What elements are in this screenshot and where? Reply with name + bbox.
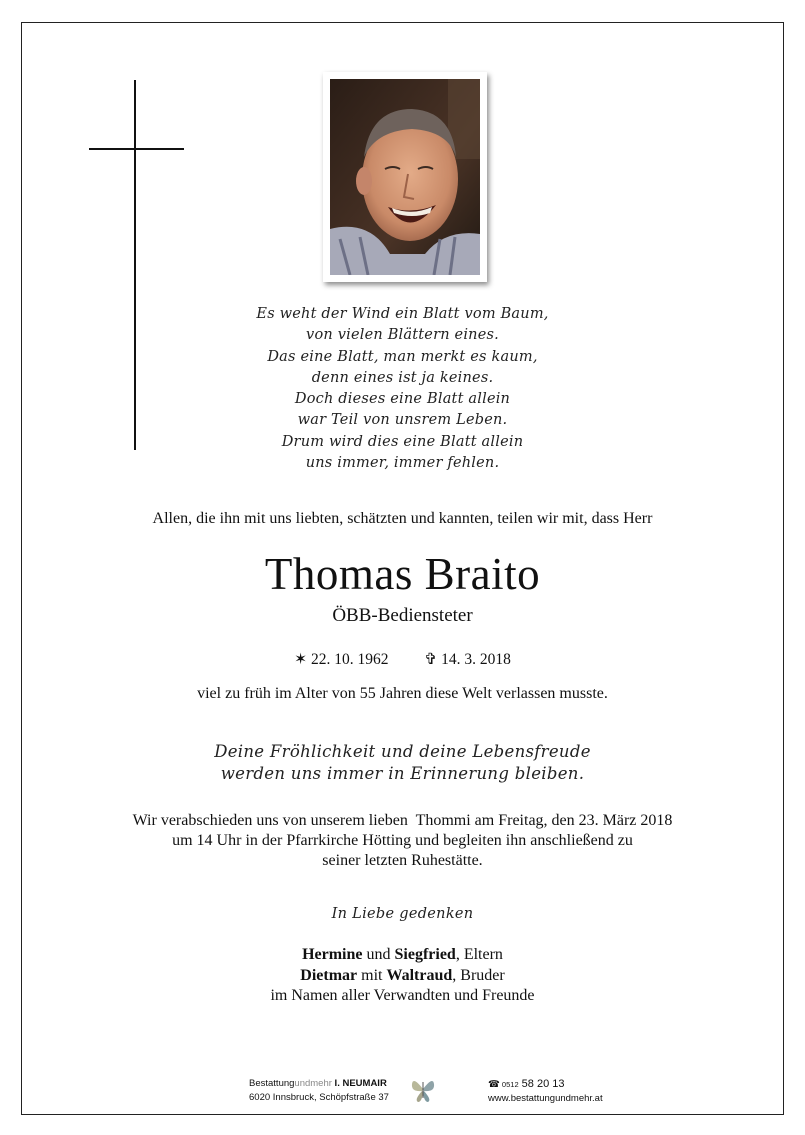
phone-line: [488, 1077, 603, 1092]
mourner-line: [21, 966, 784, 987]
mourner-relation: , Bruder: [452, 966, 505, 984]
butterfly-logo-icon: [410, 1074, 436, 1104]
quote-line: werden uns immer in Erinnerung bleiben.: [220, 764, 585, 783]
funeral-home-contact: [488, 1077, 603, 1106]
brand-part: undmehr: [294, 1078, 332, 1089]
phone-icon: ☎: [488, 1079, 500, 1090]
funeral-home-brand: [249, 1077, 389, 1091]
poem-line: war Teil von unsrem Leben.: [297, 412, 508, 429]
brand-part: I. NEUMAIR: [331, 1078, 387, 1089]
portrait-photo: [323, 72, 487, 282]
mourner-join: mit: [357, 966, 387, 984]
poem-line: Es weht der Wind ein Blatt vom Baum,: [256, 306, 549, 322]
mourner-name: Waltraud: [386, 966, 453, 984]
website-link[interactable]: www.bestattungundmehr.at: [488, 1093, 603, 1104]
death-date: 14. 3. 2018: [441, 651, 511, 668]
funeral-line: seiner letzten Ruhestätte.: [322, 852, 483, 869]
funeral-details: [21, 811, 784, 871]
birth-date: 22. 10. 1962: [311, 651, 389, 668]
mourner-line: [21, 945, 784, 966]
in-loving-memory: In Liebe gedenken: [331, 906, 474, 922]
mourner-name: Hermine: [302, 946, 363, 963]
funeral-line: Wir verabschieden uns von unserem lieben Thommi am Freitag, den 23. März 2018: [132, 812, 673, 829]
age-text: viel zu früh im Alter von 55 Jahren diese Welt verlassen musste.: [197, 685, 608, 702]
cross-icon-bar: [89, 148, 184, 150]
poem-line: denn eines ist ja keines.: [311, 369, 494, 386]
mourner-name: Siegfried: [394, 946, 456, 963]
mourner-relation: , Eltern: [455, 946, 503, 963]
brand-part: Bestattung: [249, 1078, 295, 1089]
memorial-quote: [21, 741, 784, 785]
poem: [21, 304, 784, 474]
poem-line: Doch dieses eine Blatt allein: [294, 391, 511, 408]
deceased-name: Thomas Braito: [264, 549, 541, 599]
mourners-list: [21, 945, 784, 1007]
mourner-name: Dietmar: [300, 966, 358, 984]
poem-line: Das eine Blatt, man merkt es kaum,: [267, 348, 538, 365]
death-cross-icon: ✞: [424, 651, 438, 668]
birth-star-icon: ✶: [294, 651, 308, 668]
quote-line: Deine Fröhlichkeit und deine Lebensfreude: [214, 742, 591, 761]
announcement-intro: Allen, die ihn mit uns liebten, schätzten und kannten, teilen wir mit, dass Herr: [152, 510, 653, 527]
funeral-home-info: [249, 1077, 389, 1105]
phone-prefix: 0512: [499, 1080, 519, 1089]
mourner-join: und: [362, 946, 395, 963]
deceased-role: ÖBB-Bediensteter: [332, 605, 473, 626]
phone-number: 58 20 13: [518, 1078, 565, 1090]
poem-line: von vielen Blättern eines.: [306, 327, 499, 344]
life-dates: [21, 650, 784, 669]
poem-line: uns immer, immer fehlen.: [305, 455, 500, 472]
funeral-home-address: 6020 Innsbruck, Schöpfstraße 37: [249, 1092, 389, 1103]
poem-line: Drum wird dies eine Blatt allein: [281, 433, 524, 450]
funeral-line: um 14 Uhr in der Pfarrkirche Hötting und begleiten ihn anschließend zu: [172, 832, 633, 849]
mourner-line: im Namen aller Verwandten und Freunde: [270, 987, 535, 1004]
